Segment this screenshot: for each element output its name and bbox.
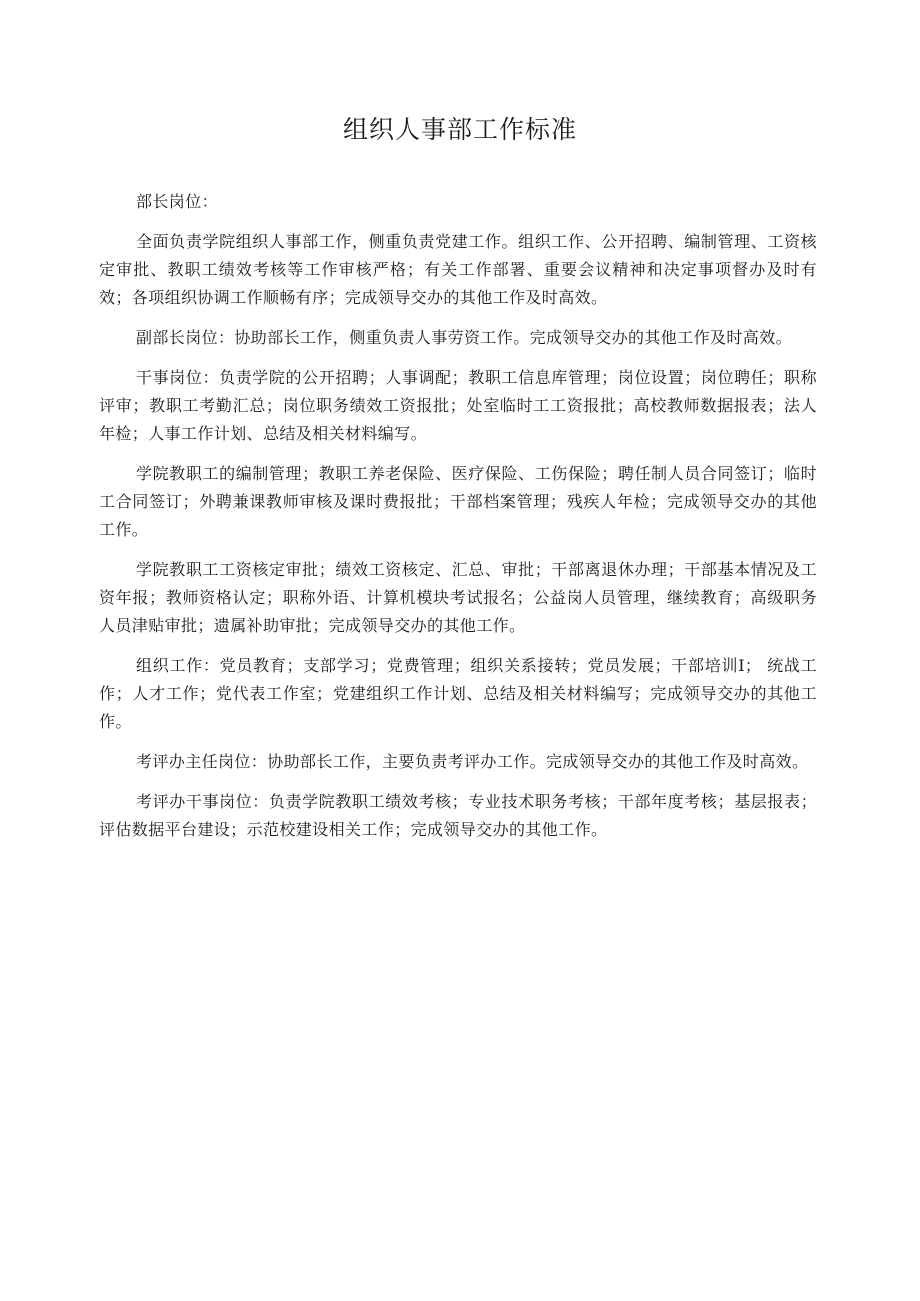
paragraph-minister-duties: 全面负责学院组织人事部工作，侧重负责党建工作。组织工作、公开招聘、编制管理、工资核定审批、教职工绩效考核等工作审核严格；有关工作部署、重要会议精神和决定事项督办及时有效；各项组织协调工作顺畅有序；完成领导交办的其他工作及时高效。 <box>99 232 817 307</box>
paragraph-organization-work: 组织工作：党员教育；支部学习；党费管理；组织关系接转；党员发展；干部培训I； 统战工作；人才工作；党代表工作室；党建组织工作计划、总结及相关材料编写；完成领导交办的其他工作。 <box>99 656 817 731</box>
document-title: 组织人事部工作标准 <box>342 115 577 144</box>
document-body <box>99 188 817 856</box>
paragraph-salary-approval: 学院教职工工资核定审批；绩效工资核定、汇总、审批；干部离退休办理；干部基本情况及工资年报；教师资格认定；职称外语、计算机模块考试报名；公益岗人员管理，继续教育；高级职务人员津贴审批；遗属补助审批；完成领导交办的其他工作。 <box>99 560 817 635</box>
paragraph-minister-heading: 部长岗位： <box>136 192 219 211</box>
paragraph-evaluation-director: 考评办主任岗位：协助部长工作，主要负责考评办工作。完成领导交办的其他工作及时高效。 <box>136 752 809 771</box>
paragraph-evaluation-officer: 考评办干事岗位：负责学院教职工绩效考核；专业技术职务考核；干部年度考核；基层报表；评估数据平台建设；示范校建设相关工作；完成领导交办的其他工作。 <box>99 792 817 839</box>
paragraph-officer-duties: 干事岗位：负责学院的公开招聘；人事调配；教职工信息库管理；岗位设置；岗位聘任；职称评审；教职工考勤汇总；岗位职务绩效工资报批；处室临时工工资报批；高校教师数据报表；法人年检；人事工作计划、总结及相关材料编写。 <box>99 368 817 443</box>
paragraph-staffing-insurance: 学院教职工的编制管理；教职工养老保险、医疗保险、工伤保险；聘任制人员合同签订；临时工合同签订；外聘兼课教师审核及课时费报批；干部档案管理；残疾人年检；完成领导交办的其他工作。 <box>99 464 817 539</box>
paragraph-deputy-minister: 副部长岗位：协助部长工作，侧重负责人事劳资工作。完成领导交办的其他工作及时高效。 <box>136 328 793 347</box>
